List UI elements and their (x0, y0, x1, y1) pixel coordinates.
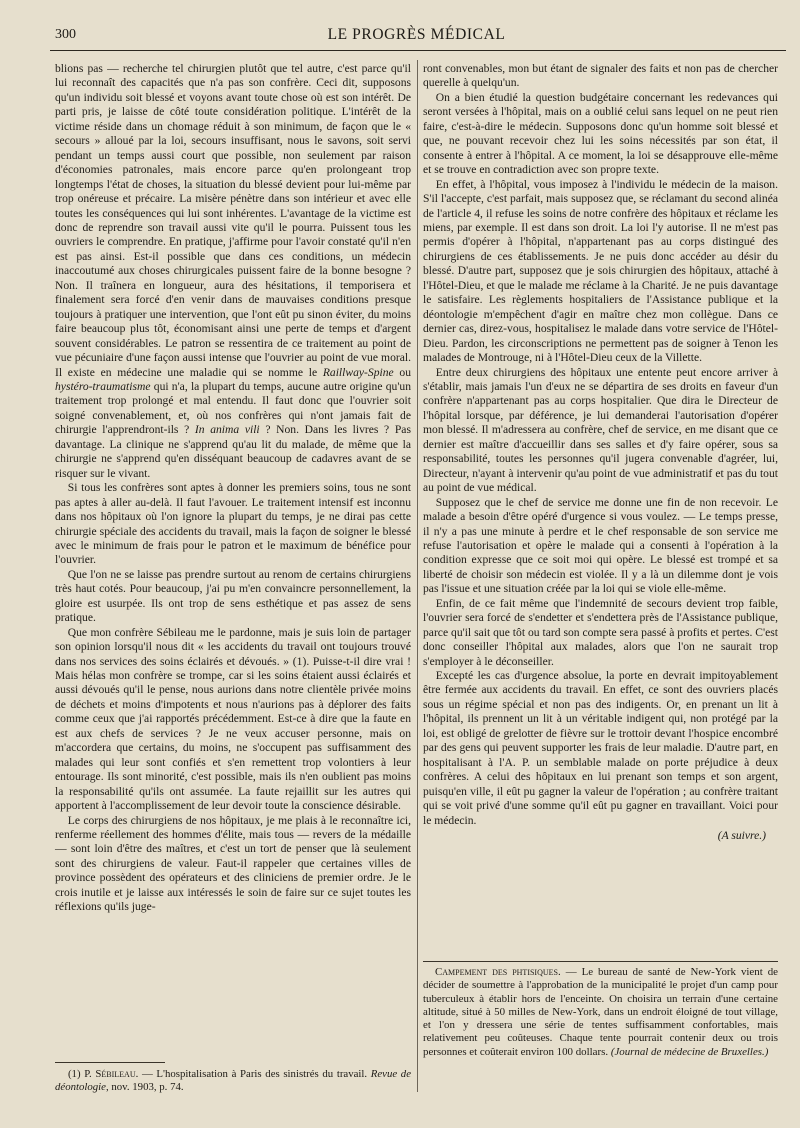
paragraph: Supposez que le chef de service me donne une fin de non recevoir. Le malade a besoin d'être opéré d'urgence si vous voulez. — Le temps presse, il n'y a pas une minute à perdre et le chef responsable de son service me refuse l'autorisation et opère le malade qui a consenti à l'opération à la condition expresse que ce soit moi qui opère. Le blessé est trompé et sa liberté de choisir son médecin est violée. Il y a là un dilemme dont je vois pas l'issue et une situation créée par la loi qui se viole elle-même. (423, 495, 778, 596)
brief-source: (Journal de médecine de Bruxelles.) (610, 1045, 769, 1058)
section-rule (423, 961, 778, 962)
column-divider (417, 60, 418, 1092)
page-header (55, 24, 778, 46)
paragraph: Entre deux chirurgiens des hôpitaux une entente peut encore arriver à s'établir, mais jamais l'un d'eux ne se départira de ses droits en faveur d'un confrère n'appartenant pas au corps hospitalier. Que dira le Directeur de l'hôpital lorsque, par déférence, je lui demanderai l'autorisation d'opérer mon blessé. Il m'adressera au confrère, chef de service, en me disant que ce dernier est maître d'accueillir dans ses salles et d'y faire opérer, sous sa responsabilité, toutes les personnes qu'il jugera convenable d'agréer, lui, Directeur, n'ayant à intervenir qu'au point de vue administratif et pas du tout au point de vue médical. (423, 365, 778, 495)
right-column (423, 62, 778, 843)
paragraph: Si tous les confrères sont aptes à donner les premiers soins, tous ne sont pas aptes à aller au-delà. Il faut l'avouer. Le traitement intensif est inconnu dans nos hôpitaux où l'on ignore la plupart du temps, je ne dirai pas cette chirurgie spéciale des accidents du travail, mais la façon de soigner le blessé avec le minimum de frais pour le patron et le maximum de bénéfice pour l'ouvrier. (55, 481, 411, 567)
paragraph: Le corps des chirurgiens de nos hôpitaux, je me plais à le reconnaître ici, renferme réellement des hommes d'élite, mais tous — revers de la médaille — sont loin d'être des maîtres, et c'est un tort de penser que là seulement sont des chirurgiens de valeur. Faut-il rappeler que certaines villes de province possèdent des opérateurs et des cliniciens de premier ordre. Je le crois inutile et je laisse aux intéressés le soin de faire sur ce sujet toutes les réflexions qu'ils juge- (55, 813, 411, 914)
footnote: (1) P. Sébileau. — L'hospitalisation à Paris des sinistrés du travail. Revue de déontologie, nov. 1903, p. 74. (55, 1068, 411, 1094)
brief-title: Campement des phtisiques. (434, 966, 561, 978)
news-brief: Campement des phtisiques. — Le bureau de santé de New-York vient de décider de soumettre à l'approbation de la municipalité le projet d'un camp pour tuberculeux à établir hors de l'enceinte. On choisira un terrain d'une certaine altitude, situé à 50 milles de New-York, dans un endroit éloigné de tout village, et l'on y dressera une série de tentes suffisamment confortables, mais relativement peu coûteuses. Chaque tente pourrait contenir deux ou trois personnes et coûterait environ 100 dollars. (Journal de médecine de Bruxelles.) (423, 966, 778, 1058)
paragraph: ront convenables, mon but étant de signaler des faits et non pas de chercher querelle à quelqu'un. (423, 62, 778, 90)
left-column (55, 62, 411, 915)
to-be-continued: (A suivre.) (717, 829, 766, 843)
paragraph: blions pas — recherche tel chirurgien plutôt que tel autre, c'est parce qu'il lui reconnaît des capacités que n'a pas son confrère. Ceci dit, supposons qu'un individu soit blessé et voyons avant toute chose où est son intérêt. De parti pris, je laisse de côté toute considération politique. L'intérêt de la victime réside dans un chomage réduit à son minimum, de façon que le « secours » alloué par la loi, secours insuffisant, nous le savons, soit servi pendant un temps aussi court que possible, non seulement par raison d'économies patronales, mais encore parce qu'en prolongeant trop longtemps l'état de choses, la situation du blessé devient pour lui-même par trop onéreuse et précaire. La misère pénètre dans son intérieur et avec elle toutes les conséquences qui lui sont inhérentes. L'avantage de la victime est donc de reprendre son travail aussi vite qu'il le pourra. Puissent tous les ouvriers le comprendre. En pratique, j'affirme pour l'avoir constaté qu'il n'en est pas ainsi. Est-il possible que dans ces conditions, un médecin inaccoutumé aux choses chirurgicales puissent faire de la bonne besogne ? Non. Il traînera en longueur, aura des hésitations, il temporisera et finalement sera forcé d'en venir dans de mauvaises conditions presque toujours à pratiquer une intervention, que l'ont eût pu sinon éviter, du moins faire beaucoup plus tôt, économisant ainsi une perte de temps et d'argent souvent considérables. Le patron se ressentira de ce traitement au point de vue pécuniaire d'une façon aussi intense que l'ouvrier au point de vue moral. Il existe en médecine une maladie qui se nomme le Raillway-Spine ou hystéro-traumatisme qui n'a, la plupart du temps, aucune autre origine qu'un traitement trop prolongé et mal entendu. Il faut donc que l'ouvrier soit soigné convenablement, et, où nos confrères qui n'ont jamais fait de chirurgie l'apprendront-ils ? In anima vili ? Non. Dans les livres ? Pas davantage. La clinique ne s'apprend qu'au lit du malade, de même que la chirurgie ne s'apprend qu'en disséquant beaucoup de cadavres avant de se risquer sur le vivant. (55, 62, 412, 480)
paragraph: En effet, à l'hôpital, vous imposez à l'individu le médecin de la maison. S'il l'accepte, c'est parfait, mais supposez que, se réclamant du second alinéa de l'article 4, il refuse les soins de notre confrère des hôpitaux et réclame les miens, par exemple. Il est dans son droit. La loi l'y autorise. Il ne m'est pas permis d'opérer à l'hôpital, n'appartenant pas au corps distingué des chirurgiens de ces établissements. Je ne puis donc accéder au désir du blessé. D'autre part, supposez que je sois chirurgien des hôpitaux, attaché à l'Hôtel-Dieu, et que le malade me réclame à la Charité. Je ne puis davantage le satisfaire. Les règlements hospitaliers de l'Assistance publique et la déontologie m'empêchent d'agir en maître chez mon collègue. Dans ce dernier cas, direz-vous, hospitalisez le malade dans votre service de l'Hôtel-Dieu. Pardon, les circonscriptions ne permettent pas de soigner à Tenon les malades de Montrouge, ni à l'Hôtel-Dieu ceux de la Villette. (423, 177, 778, 365)
page-number: 300 (55, 27, 76, 42)
paragraph: Que l'on ne se laisse pas prendre surtout au renom de certains chirurgiens très haut cotés. Pour beaucoup, j'ai pu m'en convaincre personnellement, la gloire est usurpée. Ils ont trop de sens esthétique et pas assez de sens pratique. (55, 567, 411, 625)
header-rule (50, 50, 786, 51)
paragraph: Que mon confrère Sébileau me le pardonne, mais je suis loin de partager son opinion lorsqu'il nous dit « les accidents du travail ont toujours trouvé dans nos services des soins éclairés et dévoués. » (1). Puisse-t-il dire vrai ! Mais hélas mon confrère se trompe, car si les soins étaient aussi éclairés et aussi dévoués qu'il le pense, nous aurions dans notre clientèle privée moins de déchets et moins d'impotents et nous n'aurions pas à déplorer des faits comme ceux que j'ai rapportés précédemment. Est-ce à dire que la faute en est aux chefs de services ? Je ne veux accuser personne, mais on m'accordera que certains, du moins, ne s'occupent pas suffisamment des malades qui leur sont confiés et s'en remettent trop volontiers à leur entourage. Ils sont minorité, c'est possible, mais ils n'en oublient pas moins la responsabilité qu'ils ont assumée. La faute rejaillit sur les autres qui apportent à l'accomplissement de leur devoir toute la conscience désirable. (55, 625, 411, 813)
paragraph: Enfin, de ce fait même que l'indemnité de secours devient trop faible, l'ouvrier sera forcé de s'endetter et s'endettera près de l'Assistance publique, parce qu'il sait que tôt ou tard son compte sera passé à profits et pertes. C'est donc conseiller l'hôpital aux malades, alors que l'on ne saurait trop s'employer à le déconseiller. (423, 596, 778, 668)
paragraph: Excepté les cas d'urgence absolue, la porte en devrait impitoyablement être fermée aux accidents du travail. En effet, ce sont des ouvriers placés sous un régime spécial et non pas des indigents. Or, en prenant un lit à l'hôpital, ils prennent un lit à un véritable indigent qui, non protégé par la loi, est obligé de grelotter de fièvre sur le trottoir devant l'hospice encombré par des gens qui peuvent supporter les frais de leur maladie. D'autre part, en hospitalisant à l'A. P. un semblable malade on porte préjudice à deux confrères. A celui des hôpitaux en lui prenant son temps et son argent, puisqu'en ville, il eût pu gagner la valeur de l'opération ; au confrère traitant qui se voit privé d'une somme qu'il eût pu gagner en travaillant. Voici pour le médecin. (423, 669, 778, 827)
journal-title: LE PROGRÈS MÉDICAL (327, 26, 506, 43)
footnote-rule (55, 1062, 165, 1063)
paragraph: On a bien étudié la question budgétaire concernant les redevances qui seront versées à l'hôpital, mais on a oublié celui sans lequel on ne peut rien faire, c'est-à-dire le médecin. Supposons donc qu'un homme soit blessé et que, ne pouvant recevoir chez lui les soins nécessités par son état, il consente à entrer à l'hôpital. A ce moment, la loi se désapprouve elle-même et se trouve en contradiction avec son propre texte. (423, 90, 778, 177)
